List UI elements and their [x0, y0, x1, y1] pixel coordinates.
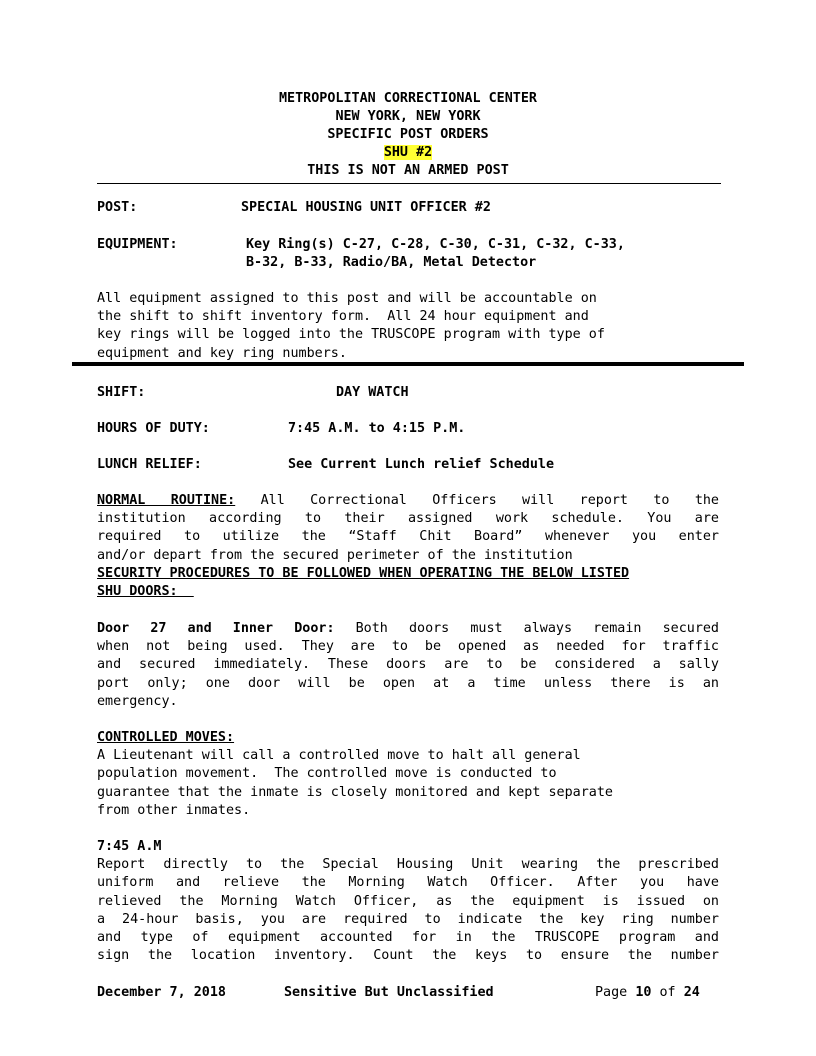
- security-heading-line-1: SECURITY PROCEDURES TO BE FOLLOWED WHEN OPERATING THE BELOW LISTED: [97, 565, 630, 581]
- door27-heading: Door 27 and Inner Door:: [97, 621, 335, 636]
- door27-line-2: when not being used. They are to be opened as needed for traffic: [97, 639, 719, 655]
- header-line-4: [0, 144, 816, 162]
- hours-label: HOURS OF DUTY:: [97, 421, 210, 436]
- shift-label: SHIFT:: [97, 385, 146, 400]
- time-745-line: uniform and relieve the Morning Watch Officer. After you have: [97, 875, 719, 891]
- header-line-2: NEW YORK, NEW YORK: [335, 109, 481, 124]
- door27-paragraph: [97, 620, 719, 711]
- time-745-heading: 7:45 A.M: [97, 839, 162, 854]
- door27-line-1: [97, 620, 719, 638]
- footer-page-number: [595, 984, 700, 1002]
- normal-routine-heading: NORMAL ROUTINE:: [97, 493, 236, 508]
- door27-line-4: port only; one door will be open at a time unless there is an: [97, 675, 719, 691]
- equipment-note-line: equipment and key ring numbers.: [97, 345, 347, 361]
- normal-routine-line-4: and/or depart from the secured perimeter of the institution: [97, 547, 573, 563]
- controlled-moves-section: [97, 729, 719, 820]
- header-divider: [97, 183, 721, 184]
- door27-line-3: and secured immediately. These doors are to be considered a sally: [97, 657, 719, 673]
- equipment-note: [97, 290, 719, 363]
- header-line-3: SPECIFIC POST ORDERS: [327, 127, 489, 142]
- equipment-note-line: the shift to shift inventory form. All 24 hour equipment and: [97, 309, 589, 325]
- normal-routine-line-3: required to utilize the “Staff Chit Board” whenever you enter: [97, 529, 719, 545]
- equipment-value-line-1: Key Ring(s) C-27, C-28, C-30, C-31, C-32, C-33,: [246, 237, 625, 252]
- page-of: of: [651, 985, 684, 1000]
- post-label: POST:: [97, 200, 138, 215]
- normal-routine-text: All Correctional Officers will report to the: [260, 493, 719, 508]
- header-line-5: THIS IS NOT AN ARMED POST: [307, 163, 509, 178]
- time-745-line: relieved the Morning Watch Officer, as the equipment is issued on: [97, 893, 719, 909]
- time-745-section: [97, 838, 719, 965]
- page-current: 10: [635, 985, 652, 1000]
- lunch-label: LUNCH RELIEF:: [97, 457, 202, 472]
- door27-text: Both doors must always remain secured: [355, 621, 719, 636]
- hours-value: 7:45 A.M. to 4:15 P.M.: [288, 421, 466, 436]
- equipment-note-line: key rings will be logged into the TRUSCOPE program with type of: [97, 327, 605, 343]
- page-prefix: Page: [595, 985, 636, 1000]
- post-value: SPECIAL HOUSING UNIT OFFICER #2: [241, 200, 491, 215]
- controlled-moves-line: population movement. The controlled move is conducted to: [97, 766, 557, 782]
- controlled-moves-line: from other inmates.: [97, 802, 251, 818]
- footer-date: December 7, 2018: [97, 985, 226, 1000]
- door27-line-5: emergency.: [97, 693, 178, 709]
- normal-routine-line-1: [97, 492, 719, 510]
- lunch-value: See Current Lunch relief Schedule: [288, 457, 555, 472]
- normal-routine-line-2: institution according to their assigned work schedule. You are: [97, 511, 719, 527]
- header-line-1: METROPOLITAN CORRECTIONAL CENTER: [279, 91, 537, 106]
- page-total: 24: [683, 985, 700, 1000]
- equipment-note-line: All equipment assigned to this post and will be accountable on: [97, 291, 597, 306]
- controlled-moves-line: guarantee that the inmate is closely monitored and kept separate: [97, 784, 613, 800]
- section-divider-thick: [72, 362, 744, 366]
- security-heading-line-2: SHU DOORS:: [97, 584, 194, 600]
- equipment-value-line-2: B-32, B-33, Radio/BA, Metal Detector: [246, 255, 537, 270]
- time-745-line: Report directly to the Special Housing Unit wearing the prescribed: [97, 857, 719, 873]
- post-number-highlight: SHU #2: [383, 145, 433, 160]
- normal-routine-paragraph: [97, 492, 719, 601]
- controlled-moves-heading: CONTROLLED MOVES:: [97, 730, 235, 745]
- shift-value: DAY WATCH: [336, 385, 409, 400]
- controlled-moves-line: A Lieutenant will call a controlled move to halt all general: [97, 748, 581, 764]
- time-745-line: and type of equipment accounted for in the TRUSCOPE program and: [97, 930, 719, 946]
- footer-classification: Sensitive But Unclassified: [284, 985, 494, 1000]
- equipment-label: EQUIPMENT:: [97, 237, 178, 252]
- time-745-line: sign the location inventory. Count the keys to ensure the number: [97, 948, 719, 964]
- time-745-line: a 24-hour basis, you are required to indicate the key ring number: [97, 911, 719, 927]
